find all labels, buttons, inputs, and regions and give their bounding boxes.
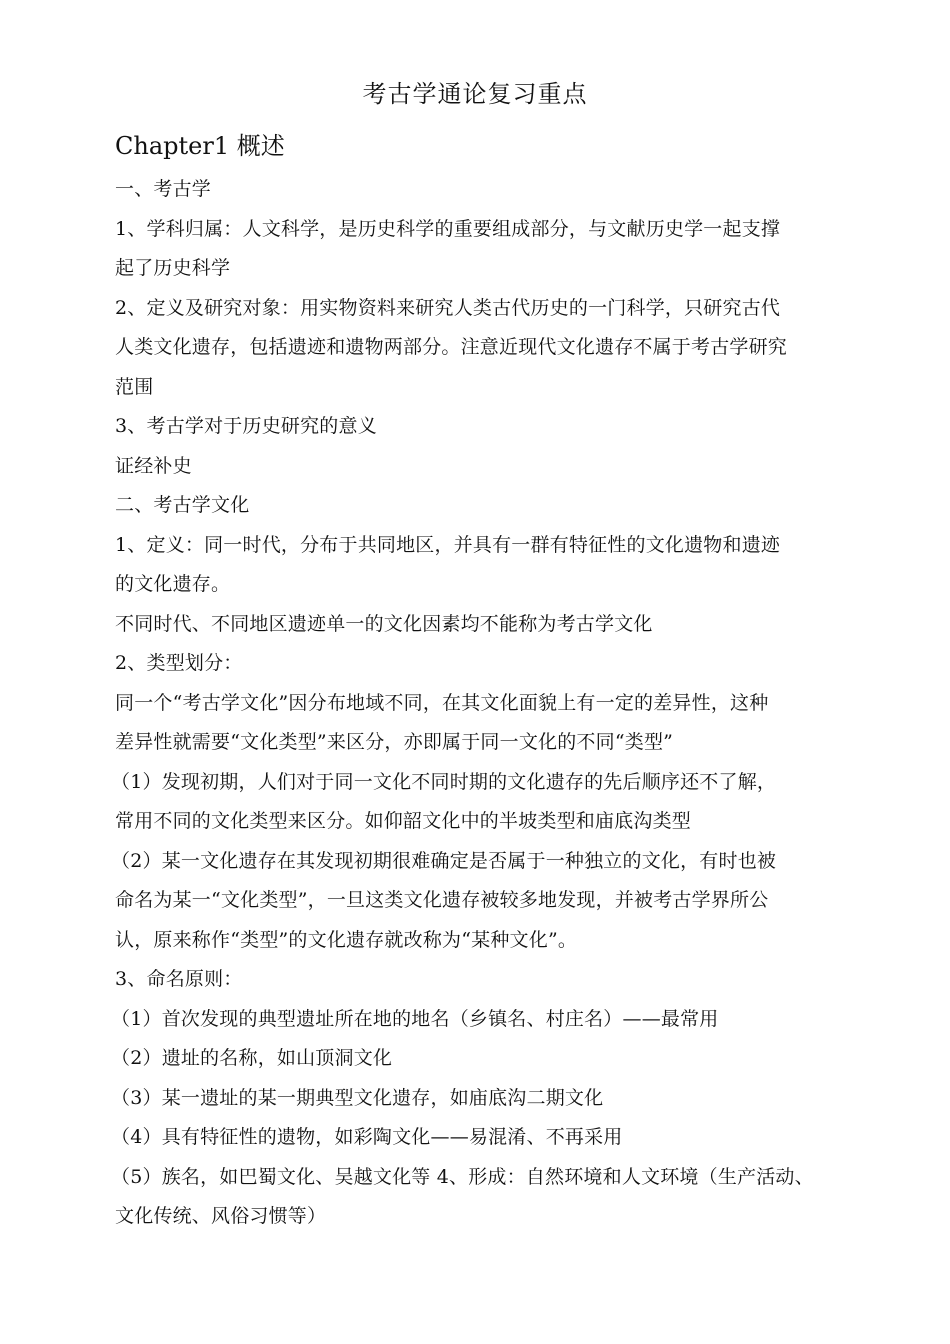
text-line: （1）发现初期，人们对于同一文化不同时期的文化遗存的先后顺序还不了解， [111,770,777,793]
text-line: 范围 [115,375,154,398]
text-line: （4）具有特征性的遗物，如彩陶文化——易混淆、不再采用 [111,1126,623,1148]
text-line: （2）遗址的名称，如山顶洞文化 [111,1047,393,1069]
document-title: 考古学通论复习重点 [362,80,588,108]
text-line: 文化传统、风俗习惯等） [115,1205,327,1227]
text-line: 3、命名原则： [115,968,243,990]
text-line: 的文化遗存。 [115,573,231,595]
text-line: 2、类型划分： [115,652,243,674]
text-line: 差异性就需要“文化类型”来区分，亦即属于同一文化的不同“类型” [115,731,674,753]
text-line: 常用不同的文化类型来区分。如仰韶文化中的半坡类型和庙底沟类型 [115,810,692,832]
text-line: 不同时代、不同地区遗迹单一的文化因素均不能称为考古学文化 [115,612,653,635]
text-line: 3、考古学对于历史研究的意义 [115,415,377,437]
text-line: （2）某一文化遗存在其发现初期很难确定是否属于一种独立的文化，有时也被 [111,849,777,872]
text-line: 同一个“考古学文化”因分布地域不同，在其文化面貌上有一定的差异性，这种 [115,691,769,714]
text-line: （5）族名，如巴蜀文化、吴越文化等 4、形成：自然环境和人文环境（生产活动、 [111,1165,814,1188]
text-line: 1、定义：同一时代，分布于共同地区，并具有一群有特征性的文化遗物和遗迹 [115,533,781,556]
chapter-heading: Chapter1 概述 [115,132,285,160]
text-line: 证经补史 [115,454,192,477]
text-line: 2、定义及研究对象：用实物资料来研究人类古代历史的一门科学，只研究古代 [115,296,781,319]
text-line: 1、学科归属：人文科学，是历史科学的重要组成部分，与文献历史学一起支撑 [115,217,781,240]
text-line: （1）首次发现的典型遗址所在地的地名（乡镇名、村庄名）——最常用 [111,1007,719,1030]
text-line: 二、考古学文化 [115,494,250,516]
text-line: （3）某一遗址的某一期典型文化遗存，如庙底沟二期文化 [111,1086,604,1109]
document-body [111,170,850,1237]
text-line: 一、考古学 [115,178,212,200]
text-line: 人类文化遗存，包括遗迹和遗物两部分。注意近现代文化遗存不属于考古学研究 [115,336,788,358]
text-line: 命名为某一“文化类型”，一旦这类文化遗存被较多地发现，并被考古学界所公 [115,889,769,911]
text-line: 起了历史科学 [115,257,231,279]
text-line: 认，原来称作“类型”的文化遗存就改称为“某种文化”。 [115,928,578,951]
